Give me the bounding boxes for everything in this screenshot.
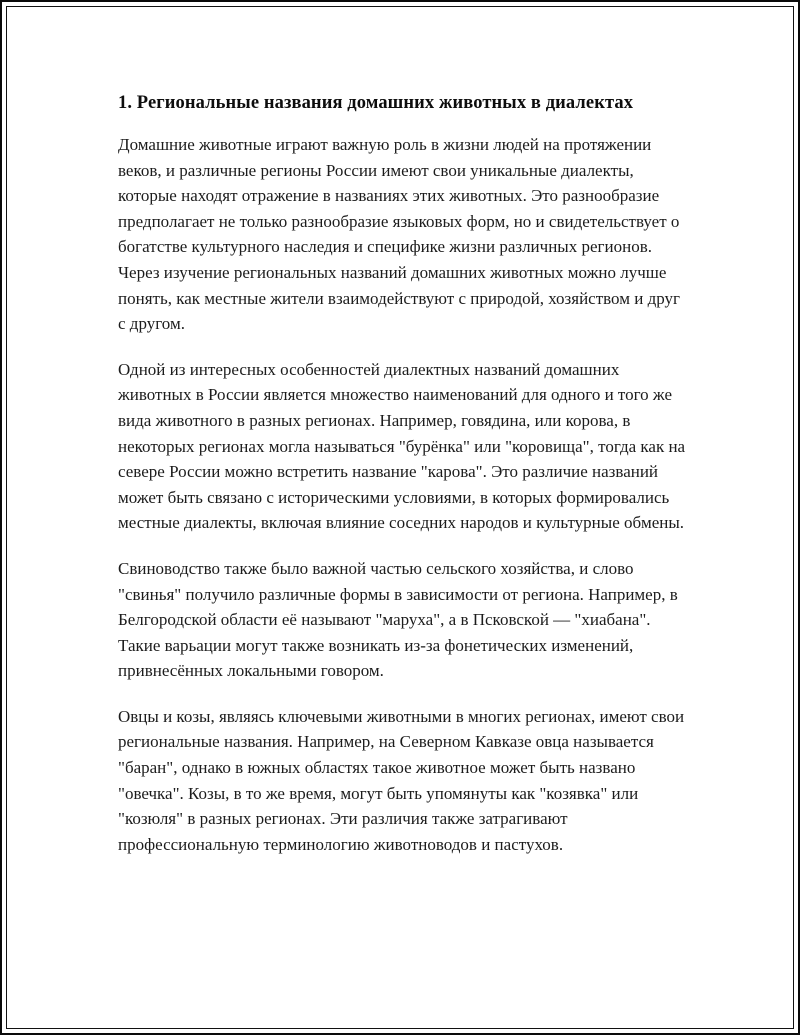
page-title: 1. Региональные названия домашних животных в диалектах [118, 93, 634, 113]
body-paragraph: Овцы и козы, являясь ключевыми животными в многих регионах, имеют свои региональные названия. Например, на Северном Кавказе овца называется "баран", однако в южных областях такое животное может быть названо "овечка". Козы, в то же время, могут быть упомянуты как "козявка" или "козюля" в разных регионах. Эти различия также затрагивают профессиональную терминологию животноводов и пастухов. [118, 706, 685, 854]
body-paragraph: Свиноводство также было важной частью сельского хозяйства, и слово "свинья" получило различные формы в зависимости от региона. Например, в Белгородской области её называют "маруха", а в Псковской — "хиабана". Такие варьации могут также возникать из-за фонетических изменений, привнесённых локальными говором. [118, 558, 678, 681]
body-paragraph: Одной из интересных особенностей диалектных названий домашних животных в России является множество наименований для одного и того же вида животного в разных регионах. Например, говядина, или корова, в некоторых регионах могла называться "бурёнка" или "коровища", тогда как на севере России можно встретить название "карова". Это различие названий может быть связано с историческими условиями, в которых формировались местные диалекты, включая влияние соседних народов и культурные обмены. [118, 359, 686, 533]
document-body [118, 90, 686, 857]
body-paragraph: Домашние животные играют важную роль в жизни людей на протяжении веков, и различные регионы России имеют свои уникальные диалекты, которые находят отражение в названиях этих животных. Это разнообразие предполагает не только разнообразие языковых форм, но и свидетельствует о богатстве культурного наследия и специфике жизни различных регионов. Через изучение региональных названий домашних животных можно лучше понять, как местные жители взаимодействуют с природой, хозяйством и друг с другом. [118, 135, 680, 334]
